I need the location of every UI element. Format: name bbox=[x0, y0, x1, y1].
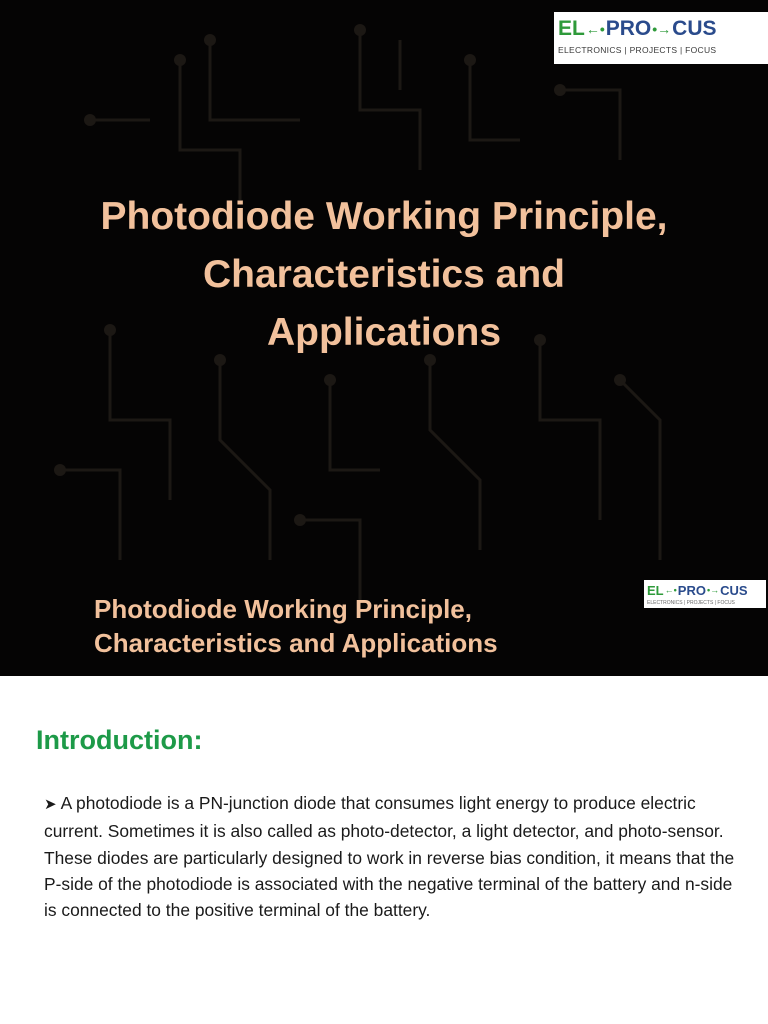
logo-brand-right: CUS bbox=[720, 582, 748, 598]
logo-brand-right: CUS bbox=[672, 17, 717, 40]
logo-arrow-icon: •→ bbox=[706, 585, 720, 595]
logo-wordmark bbox=[554, 12, 768, 42]
arrowhead-bullet-icon: ➤ bbox=[44, 796, 57, 813]
logo-arrow-icon: •→ bbox=[652, 21, 672, 37]
logo-brand-middle: PRO bbox=[677, 582, 706, 598]
slide-subtitle: Photodiode Working Principle, Characteristics and Applications bbox=[94, 594, 498, 658]
logo-arrow-icon: ←• bbox=[585, 21, 605, 37]
intro-paragraph-text: A photodiode is a PN-junction diode that consumes light energy to produce electric current. Sometimes it is also called as photo-detector, a light detector, and photo-sensor. These diodes are particularly designed to work in reverse bias condition, it means that the P-side of the photodiode is associated with the negative terminal of the battery and n-side is connected to the positive terminal of the battery. bbox=[44, 793, 735, 921]
intro-paragraph bbox=[44, 790, 744, 923]
logo-brand-left: EL bbox=[647, 582, 664, 598]
logo-tagline: ELECTRONICS | PROJECTS | FOCUS bbox=[647, 600, 735, 606]
logo-tagline: ELECTRONICS | PROJECTS | FOCUS bbox=[558, 45, 717, 55]
elprocus-logo bbox=[554, 12, 768, 64]
section-heading: Introduction: bbox=[36, 725, 203, 755]
logo-arrow-icon: ←• bbox=[664, 585, 677, 595]
page-title: Photodiode Working Principle, Characteristics and Applications bbox=[100, 195, 668, 354]
logo-brand-middle: PRO bbox=[605, 17, 652, 40]
logo-brand-left: EL bbox=[558, 17, 585, 40]
